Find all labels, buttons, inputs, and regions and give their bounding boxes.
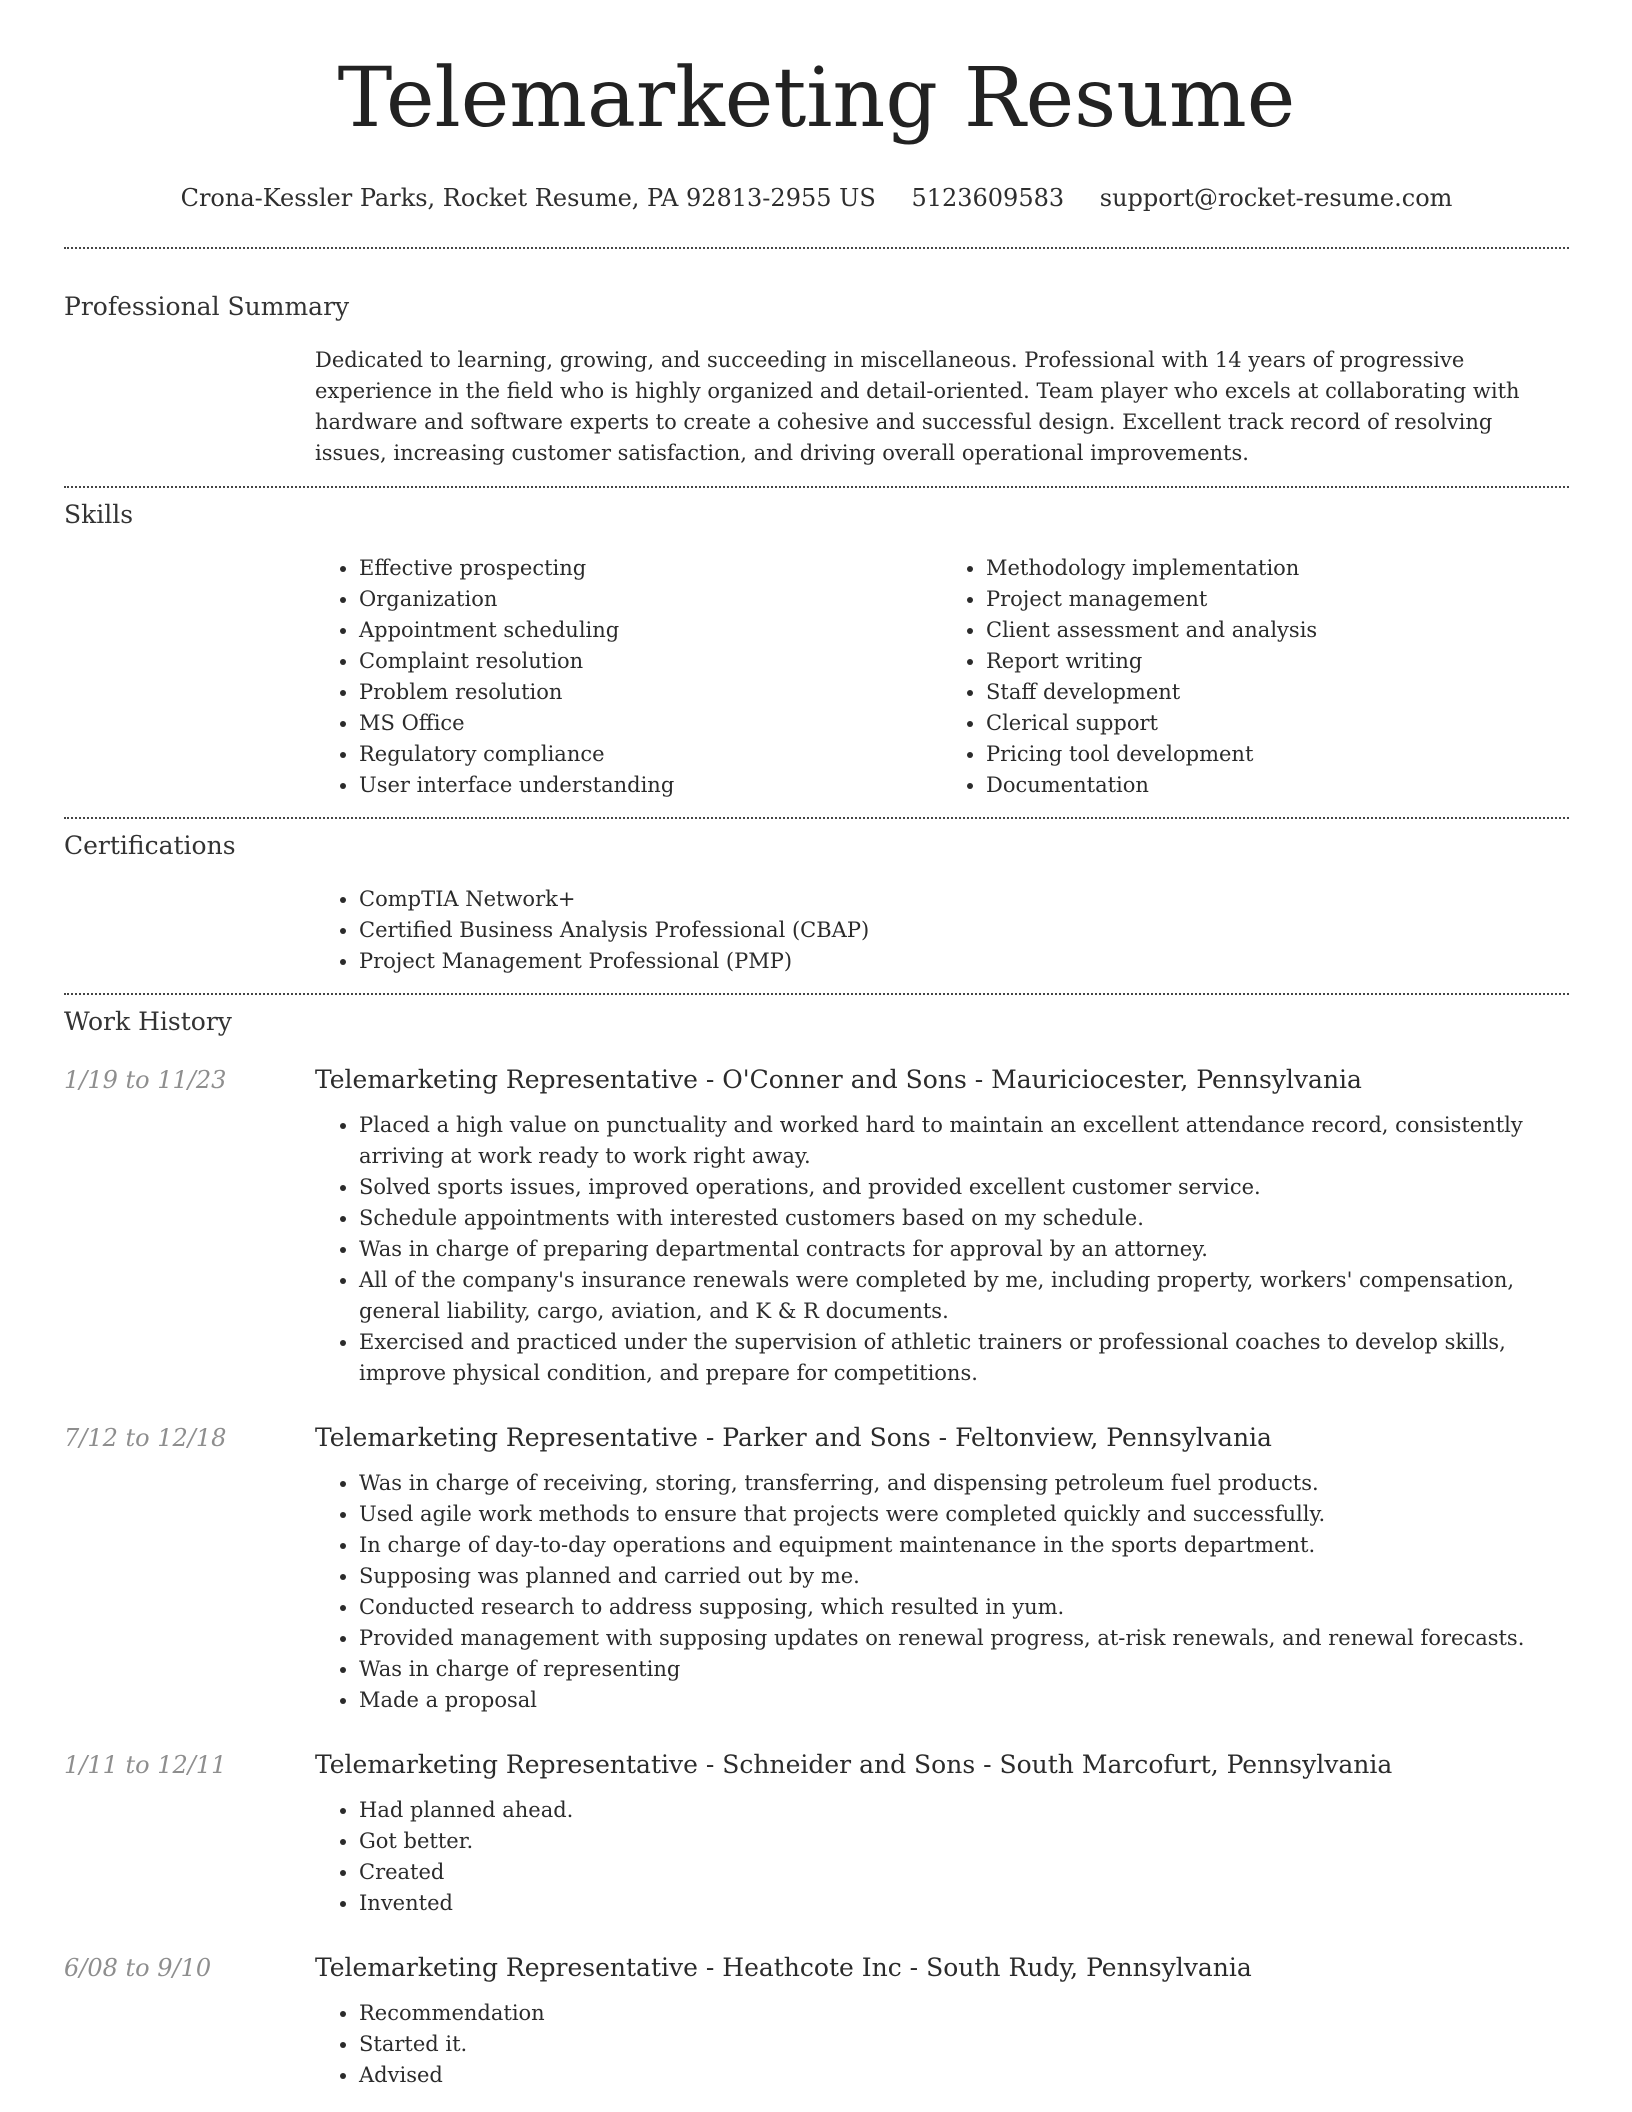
job-bullet: • Created <box>359 1857 1569 1888</box>
contact-email: support@rocket-resume.com <box>1099 184 1453 212</box>
contact-line <box>64 182 1569 214</box>
section-heading: Work History <box>64 1007 232 1036</box>
divider <box>64 817 1569 819</box>
certification-item: • Certified Business Analysis Professional (CBAP) <box>359 915 1569 946</box>
job-bullets <box>315 1468 1569 1716</box>
job-entry <box>64 1952 1569 2091</box>
job-entry <box>64 1422 1569 1716</box>
job-bullet: • Exercised and practiced under the supervision of athletic trainers or professional coaches to develop skills, improve physical condition, and prepare for competitions. <box>359 1327 1569 1389</box>
job-bullet: • Used agile work methods to ensure that projects were completed quickly and successfully. <box>359 1499 1569 1530</box>
skill-item: • Pricing tool development <box>986 739 1569 770</box>
job-entry <box>64 1749 1569 1919</box>
section-heading: Certifications <box>64 831 236 860</box>
skills-body <box>315 553 1569 801</box>
summary-section <box>64 291 1569 469</box>
job-bullet: • In charge of day-to-day operations and equipment maintenance in the sports department. <box>359 1530 1569 1561</box>
skill-item: • Problem resolution <box>359 677 942 708</box>
skill-item: • User interface understanding <box>359 770 942 801</box>
job-entry <box>64 1064 1569 1389</box>
job-bullet: • Was in charge of receiving, storing, transferring, and dispensing petroleum fuel products. <box>359 1468 1569 1499</box>
job-title: Telemarketing Representative - Schneider and Sons - South Marcofurt, Pennsylvania <box>315 1750 1393 1779</box>
skills-list-left <box>315 553 942 801</box>
job-bullet: • Solved sports issues, improved operations, and provided excellent customer service. <box>359 1172 1569 1203</box>
skill-item: • Clerical support <box>986 708 1569 739</box>
job-bullet: • Placed a high value on punctuality and worked hard to maintain an excellent attendance record, consistently arriving at work ready to work right away. <box>359 1110 1569 1172</box>
job-title: Telemarketing Representative - O'Conner and Sons - Mauriciocester, Pennsylvania <box>315 1065 1362 1094</box>
job-bullets <box>315 1998 1569 2091</box>
job-bullet: • Supposing was planned and carried out by me. <box>359 1561 1569 1592</box>
skill-item: • Documentation <box>986 770 1569 801</box>
job-bullet: • Made a proposal <box>359 1685 1569 1716</box>
job-dates: 7/12 to 12/18 <box>64 1424 227 1452</box>
job-bullet: • Got better. <box>359 1826 1569 1857</box>
job-dates: 1/19 to 11/23 <box>64 1066 227 1094</box>
certifications-list <box>315 884 1569 977</box>
skill-item: • Staff development <box>986 677 1569 708</box>
skill-item: • MS Office <box>359 708 942 739</box>
skills-list-right <box>942 553 1569 801</box>
skill-item: • Organization <box>359 584 942 615</box>
skill-item: • Project management <box>986 584 1569 615</box>
job-dates: 1/11 to 12/11 <box>64 1751 227 1779</box>
job-title: Telemarketing Representative - Parker and Sons - Feltonview, Pennsylvania <box>315 1423 1272 1452</box>
summary-text: Dedicated to learning, growing, and succeeding in miscellaneous. Professional with 14 years of progressive experience in the field who is highly organized and detail-oriented. Team player who excels at collaborating with hardware and software experts to create a cohesive and successful design. Excellent track record of resolving issues, increasing customer satisfaction, and driving overall operational improvements. <box>315 348 1520 465</box>
job-bullet: • Started it. <box>359 2029 1569 2060</box>
job-dates: 6/08 to 9/10 <box>64 1954 212 1982</box>
contact-phone: 5123609583 <box>911 184 1065 212</box>
resume-page <box>64 0 1569 2091</box>
job-bullet: • All of the company's insurance renewals were completed by me, including property, workers' compensation, general liability, cargo, aviation, and K & R documents. <box>359 1265 1569 1327</box>
contact-address: Crona-Kessler Parks, Rocket Resume, PA 92813-2955 US <box>180 184 876 212</box>
job-bullet: • Provided management with supposing updates on renewal progress, at-risk renewals, and renewal forecasts. <box>359 1623 1569 1654</box>
skill-item: • Report writing <box>986 646 1569 677</box>
skill-item: • Methodology implementation <box>986 553 1569 584</box>
job-bullets <box>315 1795 1569 1919</box>
divider <box>64 247 1569 249</box>
job-title: Telemarketing Representative - Heathcote Inc - South Rudy, Pennsylvania <box>315 1953 1252 1982</box>
section-heading: Skills <box>64 500 134 529</box>
certifications-section <box>64 830 1569 977</box>
job-bullet: • Recommendation <box>359 1998 1569 2029</box>
job-bullet: • Had planned ahead. <box>359 1795 1569 1826</box>
job-bullet: • Conducted research to address supposing, which resulted in yum. <box>359 1592 1569 1623</box>
job-bullet: • Was in charge of representing <box>359 1654 1569 1685</box>
section-heading: Professional Summary <box>64 292 350 321</box>
skills-section <box>64 499 1569 801</box>
skill-item: • Client assessment and analysis <box>986 615 1569 646</box>
summary-body <box>315 345 1569 469</box>
work-history-section <box>64 1006 1569 2091</box>
job-bullet: • Was in charge of preparing departmental contracts for approval by an attorney. <box>359 1234 1569 1265</box>
skill-item: • Complaint resolution <box>359 646 942 677</box>
job-bullets <box>315 1110 1569 1389</box>
skill-item: • Regulatory compliance <box>359 739 942 770</box>
certification-item: • Project Management Professional (PMP) <box>359 946 1569 977</box>
certifications-body <box>315 884 1569 977</box>
page-title: Telemarketing Resume <box>337 51 1296 146</box>
skill-item: • Effective prospecting <box>359 553 942 584</box>
certification-item: • CompTIA Network+ <box>359 884 1569 915</box>
skill-item: • Appointment scheduling <box>359 615 942 646</box>
divider <box>64 486 1569 488</box>
job-bullet: • Schedule appointments with interested customers based on my schedule. <box>359 1203 1569 1234</box>
job-bullet: • Invented <box>359 1888 1569 1919</box>
job-bullet: • Advised <box>359 2060 1569 2091</box>
divider <box>64 993 1569 995</box>
